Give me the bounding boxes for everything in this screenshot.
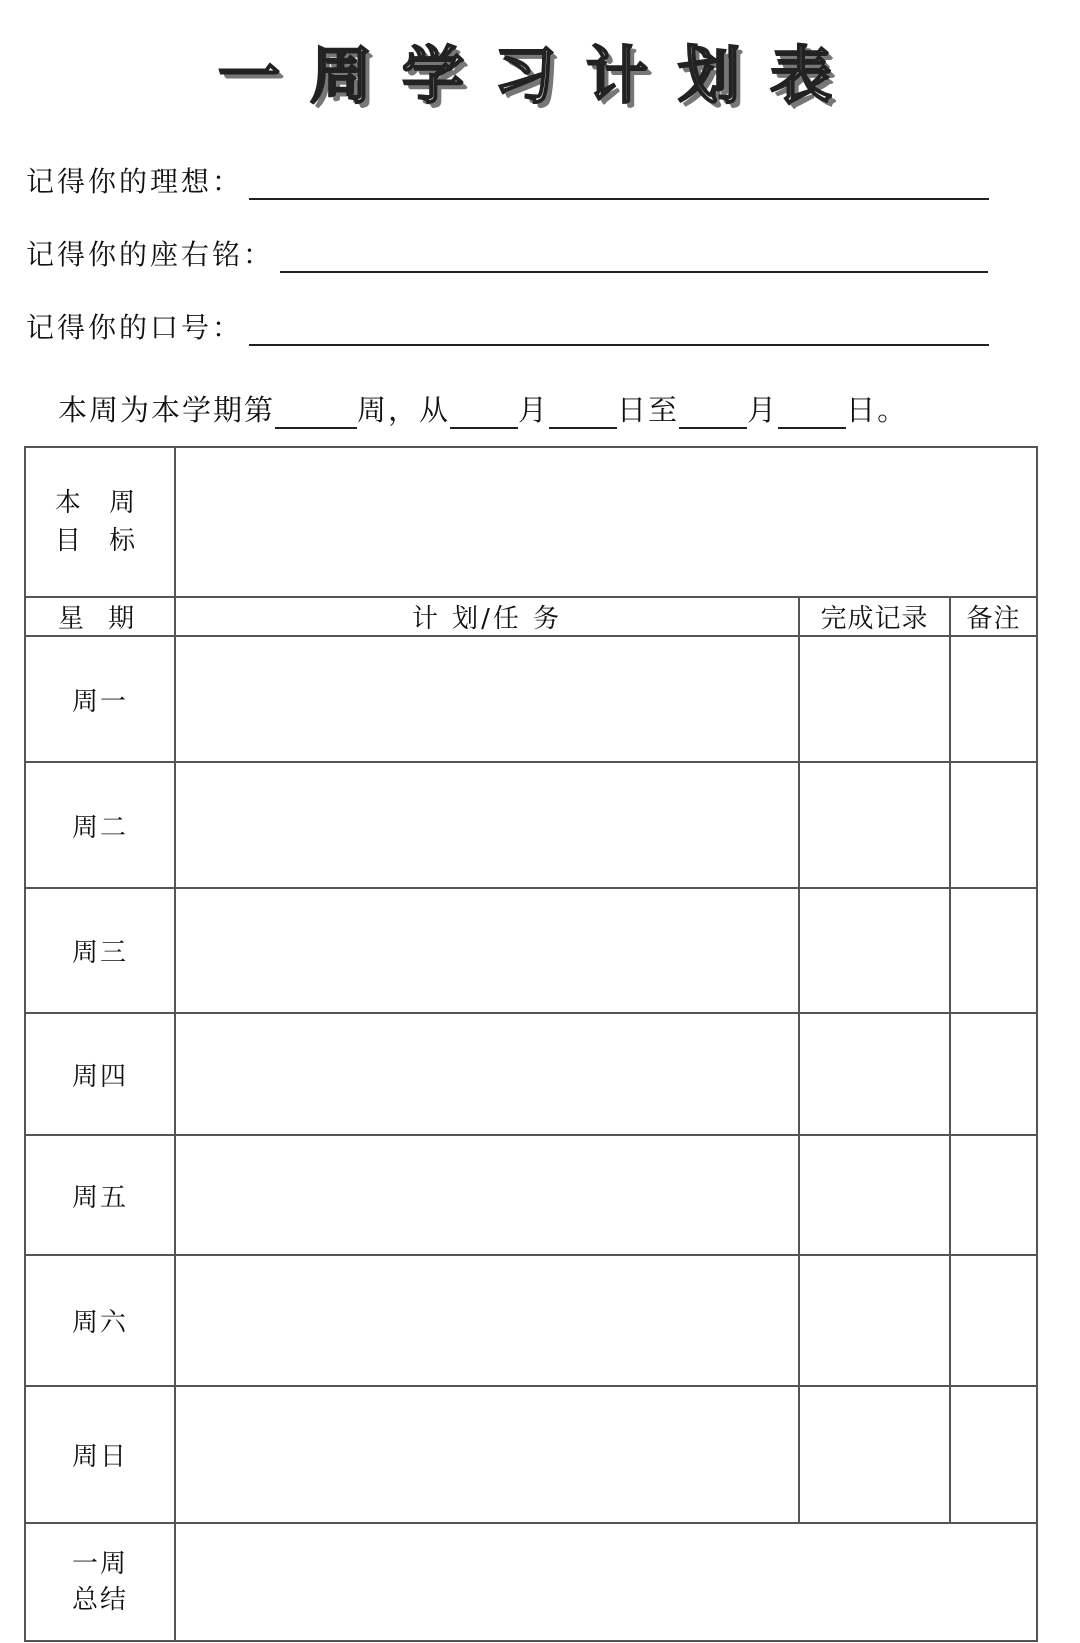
- day-row: [25, 1135, 1037, 1255]
- plan-table: [24, 446, 1038, 1642]
- header-row: [25, 597, 1037, 636]
- week-text-3: 月: [518, 393, 550, 427]
- slogan-row: [26, 306, 989, 346]
- day-row: [25, 1255, 1037, 1386]
- plan-cell[interactable]: [175, 762, 799, 888]
- week-text-5: 月: [747, 393, 779, 427]
- page-title: 一周学习计划表: [217, 39, 862, 112]
- header-record: 完成记录: [799, 597, 950, 636]
- goal-label-line1: 本 周: [54, 488, 146, 518]
- goal-row: [25, 447, 1037, 597]
- record-cell[interactable]: [799, 1013, 950, 1135]
- record-cell[interactable]: [799, 762, 950, 888]
- record-cell[interactable]: [799, 1386, 950, 1523]
- header-notes: 备注: [950, 597, 1037, 636]
- week-info-row: [58, 388, 908, 429]
- day-label: 周六: [25, 1255, 175, 1386]
- header-day: 星 期: [25, 597, 175, 636]
- day-label: 周五: [25, 1135, 175, 1255]
- plan-cell[interactable]: [175, 1255, 799, 1386]
- summary-label-line1: 一周: [71, 1549, 128, 1579]
- notes-cell[interactable]: [950, 1013, 1037, 1135]
- day-label: 周三: [25, 888, 175, 1013]
- plan-cell[interactable]: [175, 1013, 799, 1135]
- notes-cell[interactable]: [950, 636, 1037, 762]
- record-cell[interactable]: [799, 1255, 950, 1386]
- plan-cell[interactable]: [175, 888, 799, 1013]
- record-cell[interactable]: [799, 888, 950, 1013]
- record-cell[interactable]: [799, 636, 950, 762]
- summary-row: [25, 1523, 1037, 1641]
- ideal-field[interactable]: [249, 168, 989, 200]
- week-text-1: 本周为本学期第: [58, 393, 276, 427]
- notes-cell[interactable]: [950, 1386, 1037, 1523]
- end-month-field[interactable]: [679, 401, 747, 429]
- notes-cell[interactable]: [950, 1255, 1037, 1386]
- day-row: [25, 888, 1037, 1013]
- notes-cell[interactable]: [950, 888, 1037, 1013]
- slogan-field[interactable]: [249, 314, 989, 346]
- day-label: 周四: [25, 1013, 175, 1135]
- motto-field[interactable]: [280, 241, 988, 273]
- ideal-row: [26, 160, 989, 200]
- summary-cell[interactable]: [175, 1523, 1037, 1641]
- week-number-field[interactable]: [275, 401, 357, 429]
- notes-cell[interactable]: [950, 1135, 1037, 1255]
- header-plan: 计 划/任 务: [175, 597, 799, 636]
- start-month-field[interactable]: [450, 401, 518, 429]
- goal-cell[interactable]: [175, 447, 1037, 597]
- record-cell[interactable]: [799, 1135, 950, 1255]
- ideal-label: 记得你的理想：: [26, 165, 244, 198]
- goal-label-line2: 目 标: [54, 526, 146, 556]
- summary-label-line2: 总结: [71, 1585, 128, 1615]
- day-row: [25, 1013, 1037, 1135]
- notes-cell[interactable]: [950, 762, 1037, 888]
- plan-cell[interactable]: [175, 636, 799, 762]
- day-label: 周一: [25, 636, 175, 762]
- day-row: [25, 636, 1037, 762]
- day-row: [25, 762, 1037, 888]
- motto-label: 记得你的座右铭：: [26, 238, 275, 271]
- motto-row: [26, 233, 988, 273]
- day-label: 周日: [25, 1386, 175, 1523]
- day-label: 周二: [25, 762, 175, 888]
- slogan-label: 记得你的口号：: [26, 311, 244, 344]
- day-row: [25, 1386, 1037, 1523]
- week-text-6: 日。: [846, 393, 909, 427]
- start-day-field[interactable]: [549, 401, 617, 429]
- plan-cell[interactable]: [175, 1386, 799, 1523]
- week-text-4: 日至: [617, 393, 680, 427]
- goal-label: [25, 447, 175, 597]
- summary-label: [25, 1523, 175, 1641]
- plan-cell[interactable]: [175, 1135, 799, 1255]
- week-text-2: 周，从: [357, 393, 451, 427]
- end-day-field[interactable]: [778, 401, 846, 429]
